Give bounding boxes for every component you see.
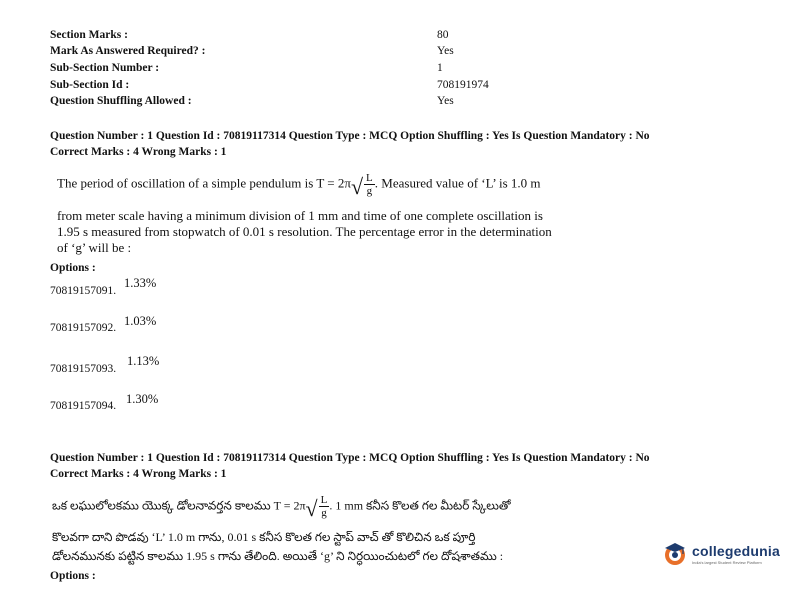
q1-frac-den: g bbox=[366, 185, 373, 197]
q2-header-line2: Correct Marks : 4 Wrong Marks : 1 bbox=[50, 468, 227, 480]
logo-name: collegedunia bbox=[692, 543, 780, 559]
option-id: 70819157094. bbox=[50, 400, 117, 412]
q1-question-line2: from meter scale having a minimum division of 1 mm and time of one complete oscillation is bbox=[57, 208, 543, 223]
q1-question-line4: of ‘g’ will be : bbox=[57, 240, 132, 255]
q1-text-pre: The period of oscillation of a simple pendulum is T = 2π bbox=[57, 175, 351, 191]
meta-label-shuffling: Question Shuffling Allowed : bbox=[50, 95, 192, 107]
q1-header-line2: Correct Marks : 4 Wrong Marks : 1 bbox=[50, 146, 227, 158]
collegedunia-logo bbox=[662, 541, 780, 567]
meta-value-shuffling: Yes bbox=[437, 95, 454, 107]
meta-value-section-marks: 80 bbox=[437, 29, 449, 41]
option-value: 1.13% bbox=[127, 354, 160, 368]
q2-frac-den: g bbox=[321, 507, 327, 519]
option-id: 70819157091. bbox=[50, 285, 117, 297]
q1-question-line3: 1.95 s measured from stopwatch of 0.01 s resolution. The percentage error in the determination bbox=[57, 224, 552, 239]
q2-sqrt-formula: √ $\frac{L}{g}$ bbox=[305, 494, 328, 521]
option-id: 70819157092. bbox=[50, 322, 117, 334]
meta-value-mark-answered: Yes bbox=[437, 45, 454, 57]
q2-header-line1: Question Number : 1 Question Id : 70819117314 Question Type : MCQ Option Shuffling : Yes Is Question Mandatory : No bbox=[50, 452, 650, 464]
q1-header-line1: Question Number : 1 Question Id : 70819117314 Question Type : MCQ Option Shuffling : Yes Is Question Mandatory : No bbox=[50, 130, 650, 142]
meta-label-sub-section-id: Sub-Section Id : bbox=[50, 79, 130, 91]
option-value: 1.30% bbox=[126, 392, 159, 406]
meta-label-mark-answered: Mark As Answered Required? : bbox=[50, 45, 206, 57]
q2-options-label: Options : bbox=[50, 570, 96, 582]
q2-question-line1 bbox=[52, 494, 511, 519]
q1-frac-num: L bbox=[366, 172, 373, 184]
meta-value-sub-section-id: 708191974 bbox=[437, 79, 489, 91]
option-value: 1.03% bbox=[124, 314, 157, 328]
q2-frac-num: L bbox=[320, 494, 328, 506]
q1-options-label: Options : bbox=[50, 262, 96, 274]
option-id: 70819157093. bbox=[50, 363, 117, 375]
q2-question-line2: కొలవగా దాని పొడవు ‘L’ 1.0 m గాను, 0.01 s కనీస కొలత గల స్టాప్ వాచ్ తో కొలిచిన ఒక పూర్తి bbox=[52, 530, 476, 544]
meta-label-section-marks: Section Marks : bbox=[50, 29, 128, 41]
option-value: 1.33% bbox=[124, 276, 157, 290]
logo-tagline: India's largest Student Review Platform bbox=[692, 560, 762, 565]
meta-value-sub-section-number: 1 bbox=[437, 62, 443, 74]
meta-label-sub-section-number: Sub-Section Number : bbox=[50, 62, 160, 74]
q2-question-line3: డోలనమునకు పట్టిన కాలము 1.95 s గాను తేలింది. అయితే ‘g’ ని నిర్ధయించుటలో గల దోషశాతము : bbox=[52, 549, 504, 563]
q1-text-post: . Measured value of ‘L’ is 1.0 m bbox=[374, 175, 541, 191]
q1-sqrt-formula: √ $\frac{L}{g}$ bbox=[350, 172, 373, 199]
graduation-cap-icon bbox=[662, 541, 688, 567]
q2-text-post: . 1 mm కనీస కొలత గల మీటర్ స్కేలుతో bbox=[329, 498, 511, 513]
q2-text-pre: ఒక లఘులోలకము యొక్క డోలనావర్తన కాలము T = 2π bbox=[52, 498, 306, 513]
q1-question-line1 bbox=[57, 172, 541, 197]
